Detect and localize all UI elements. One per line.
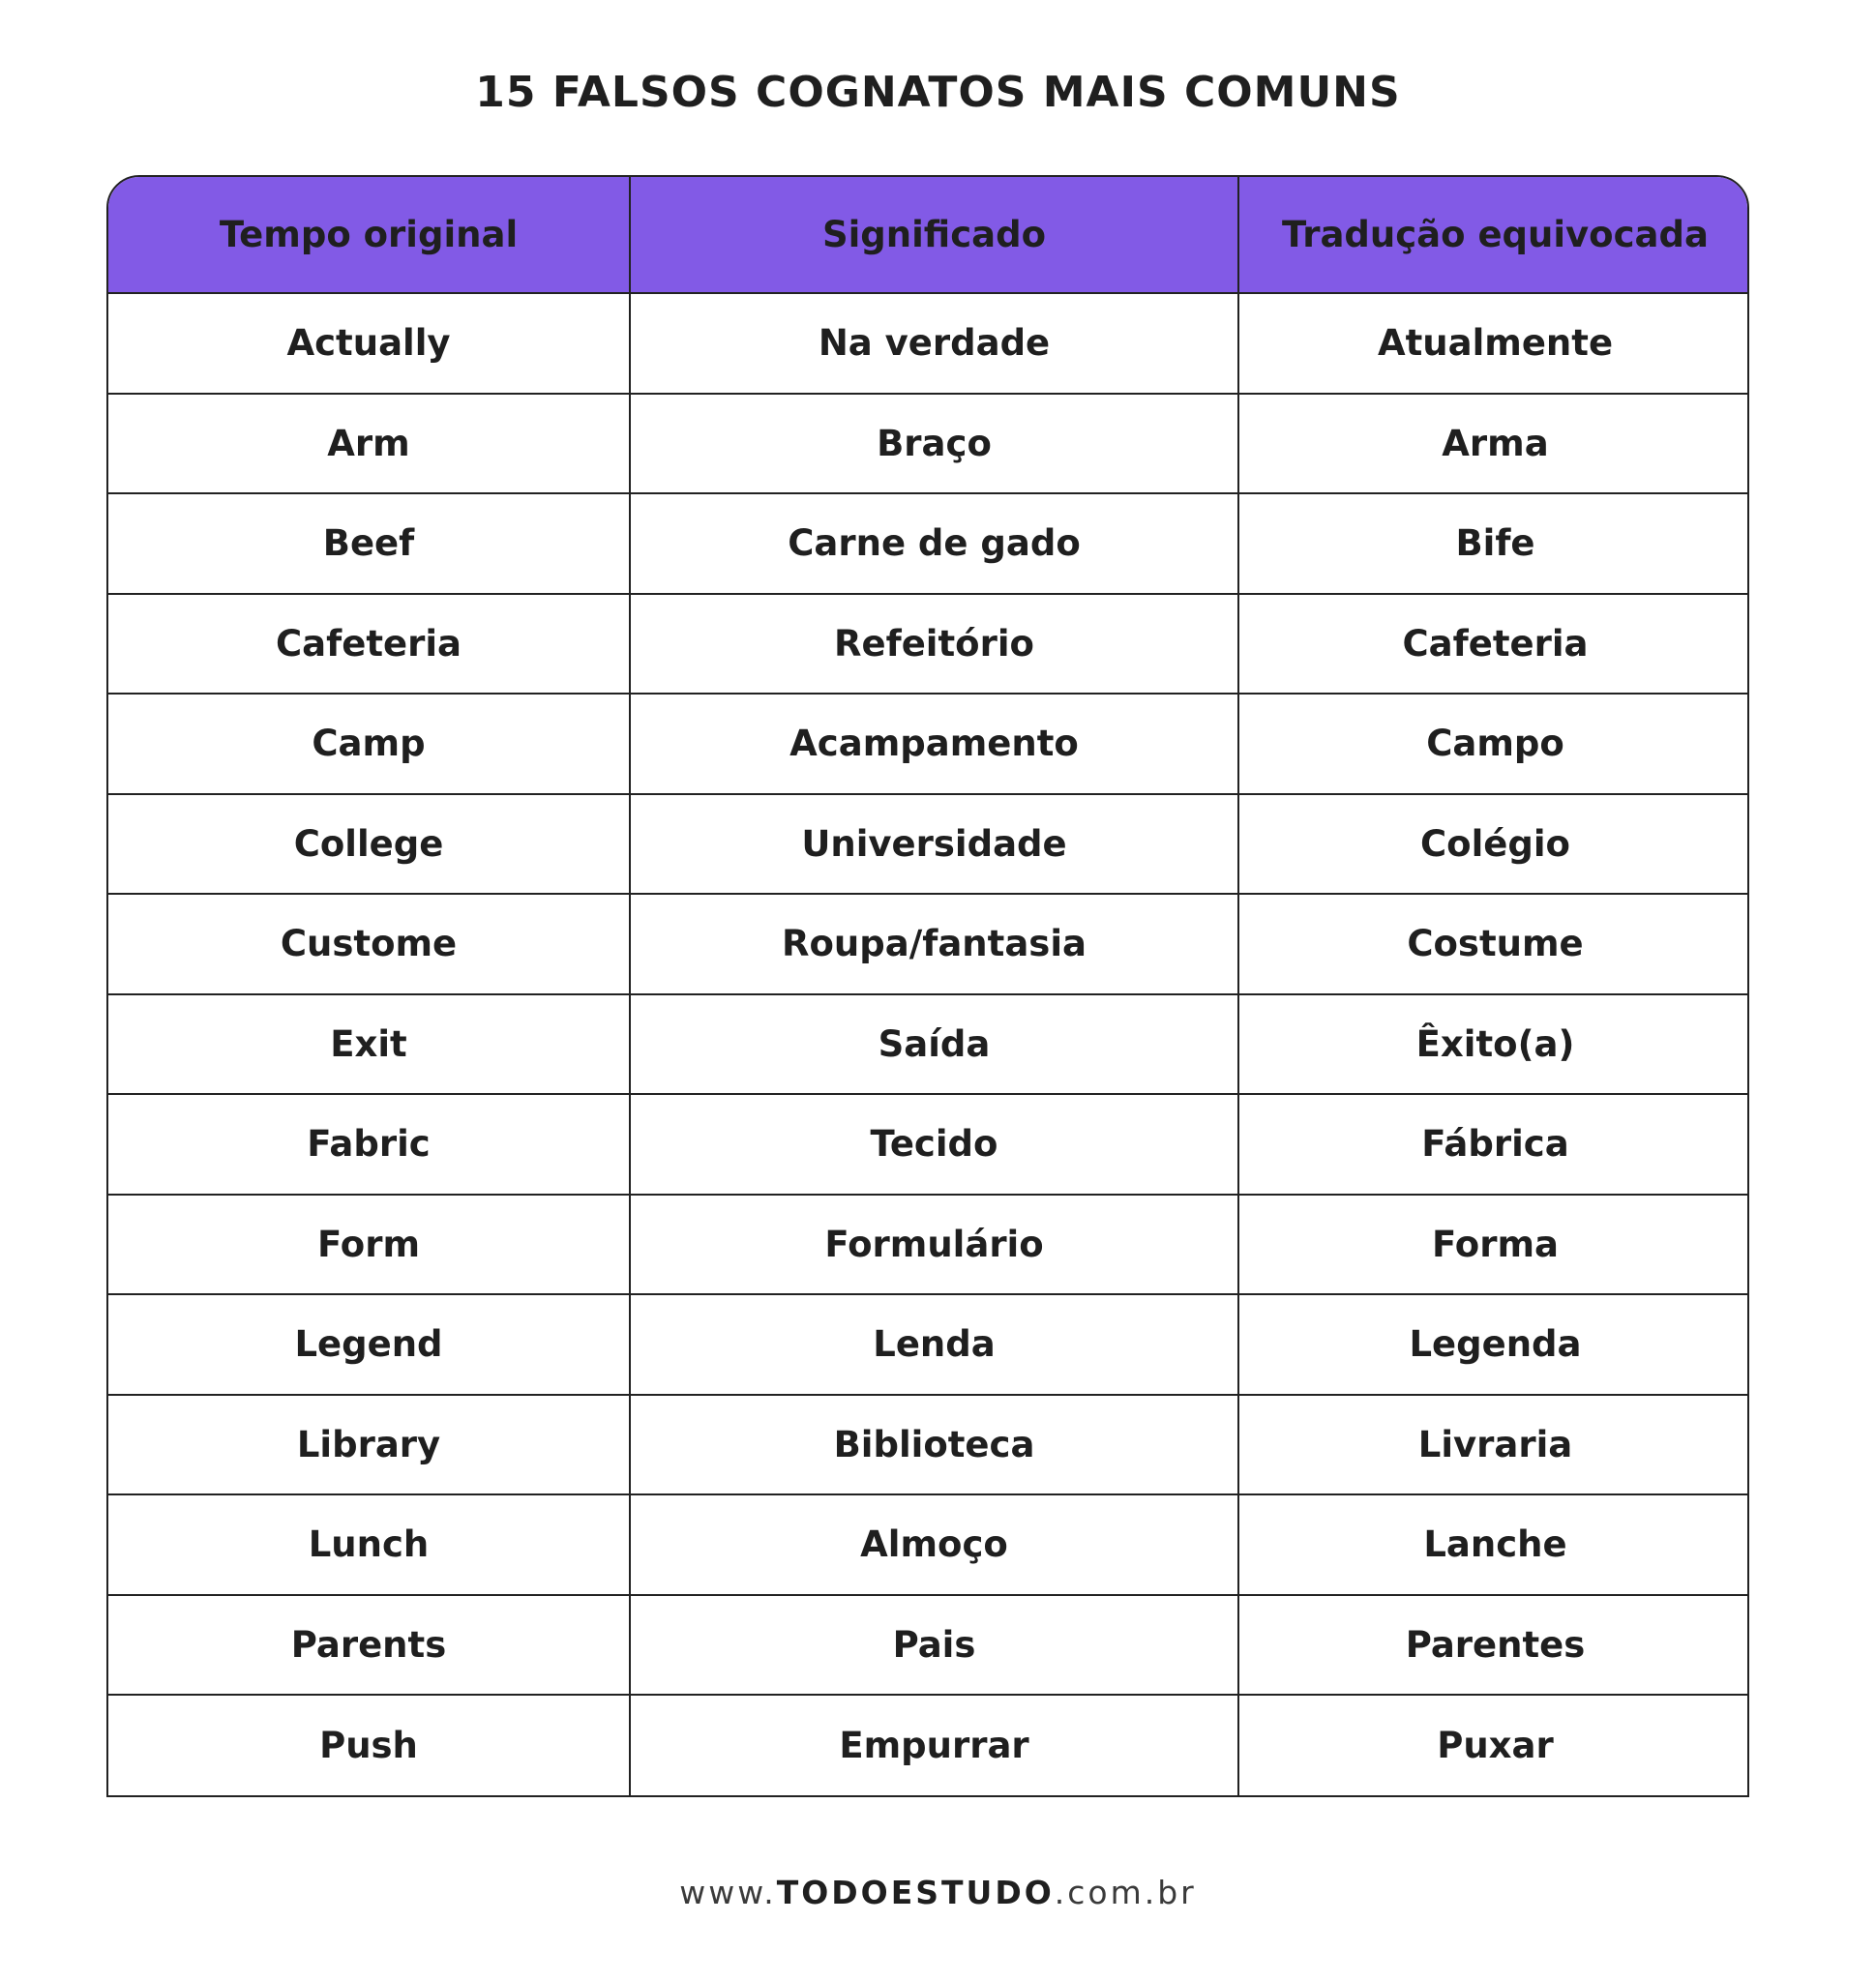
cell-meaning: Universidade xyxy=(630,794,1238,895)
site-url-footer xyxy=(0,1874,1876,1911)
cell-original-term: Cafeteria xyxy=(108,594,630,695)
table-row xyxy=(108,1595,1749,1696)
cell-original-term: Library xyxy=(108,1395,630,1495)
cell-wrong-translation: Livraria xyxy=(1238,1395,1749,1495)
cell-wrong-translation: Campo xyxy=(1238,694,1749,794)
cell-original-term: Parents xyxy=(108,1595,630,1696)
footer-prefix: www. xyxy=(679,1874,777,1911)
cell-meaning: Empurrar xyxy=(630,1695,1238,1795)
cell-wrong-translation: Bife xyxy=(1238,493,1749,594)
cell-wrong-translation: Costume xyxy=(1238,894,1749,994)
cell-original-term: Beef xyxy=(108,493,630,594)
cell-wrong-translation: Atualmente xyxy=(1238,293,1749,394)
cell-meaning: Pais xyxy=(630,1595,1238,1696)
cell-original-term: Lunch xyxy=(108,1494,630,1595)
table-row xyxy=(108,293,1749,394)
cell-meaning: Refeitório xyxy=(630,594,1238,695)
cell-meaning: Braço xyxy=(630,394,1238,494)
cell-original-term: Push xyxy=(108,1695,630,1795)
cell-meaning: Saída xyxy=(630,994,1238,1095)
footer-brand: TODOESTUDO xyxy=(776,1874,1055,1911)
footer-suffix: .com.br xyxy=(1054,1874,1197,1911)
cell-wrong-translation: Colégio xyxy=(1238,794,1749,895)
header-meaning: Significado xyxy=(630,177,1238,293)
header-original-term: Tempo original xyxy=(108,177,630,293)
cell-meaning: Carne de gado xyxy=(630,493,1238,594)
cell-original-term: Legend xyxy=(108,1294,630,1395)
cell-meaning: Acampamento xyxy=(630,694,1238,794)
cell-wrong-translation: Puxar xyxy=(1238,1695,1749,1795)
table-row xyxy=(108,1294,1749,1395)
header-wrong-translation: Tradução equivocada xyxy=(1238,177,1749,293)
table-row xyxy=(108,493,1749,594)
cell-wrong-translation: Cafeteria xyxy=(1238,594,1749,695)
cell-original-term: Custome xyxy=(108,894,630,994)
cell-wrong-translation: Fábrica xyxy=(1238,1094,1749,1195)
table-row xyxy=(108,1395,1749,1495)
false-cognates-table xyxy=(108,177,1749,1795)
table-row xyxy=(108,694,1749,794)
table-row xyxy=(108,594,1749,695)
cell-original-term: Form xyxy=(108,1195,630,1295)
cell-wrong-translation: Legenda xyxy=(1238,1294,1749,1395)
cell-meaning: Lenda xyxy=(630,1294,1238,1395)
page-title: 15 FALSOS COGNATOS MAIS COMUNS xyxy=(475,68,1401,117)
table-row xyxy=(108,1695,1749,1795)
cell-wrong-translation: Êxito(a) xyxy=(1238,994,1749,1095)
table-row xyxy=(108,794,1749,895)
table-row xyxy=(108,894,1749,994)
cell-meaning: Formulário xyxy=(630,1195,1238,1295)
table-row xyxy=(108,994,1749,1095)
cell-meaning: Na verdade xyxy=(630,293,1238,394)
cell-wrong-translation: Arma xyxy=(1238,394,1749,494)
cell-meaning: Tecido xyxy=(630,1094,1238,1195)
cell-original-term: Camp xyxy=(108,694,630,794)
cell-wrong-translation: Parentes xyxy=(1238,1595,1749,1696)
cell-meaning: Almoço xyxy=(630,1494,1238,1595)
table-row xyxy=(108,1094,1749,1195)
cell-original-term: Arm xyxy=(108,394,630,494)
cell-meaning: Roupa/fantasia xyxy=(630,894,1238,994)
cell-original-term: Exit xyxy=(108,994,630,1095)
cell-original-term: Fabric xyxy=(108,1094,630,1195)
table-row xyxy=(108,1195,1749,1295)
cell-original-term: Actually xyxy=(108,293,630,394)
cell-wrong-translation: Lanche xyxy=(1238,1494,1749,1595)
table-row xyxy=(108,394,1749,494)
table-row xyxy=(108,1494,1749,1595)
false-cognates-table-container xyxy=(106,175,1749,1797)
table-header-row xyxy=(108,177,1749,293)
cell-meaning: Biblioteca xyxy=(630,1395,1238,1495)
cell-wrong-translation: Forma xyxy=(1238,1195,1749,1295)
cell-original-term: College xyxy=(108,794,630,895)
